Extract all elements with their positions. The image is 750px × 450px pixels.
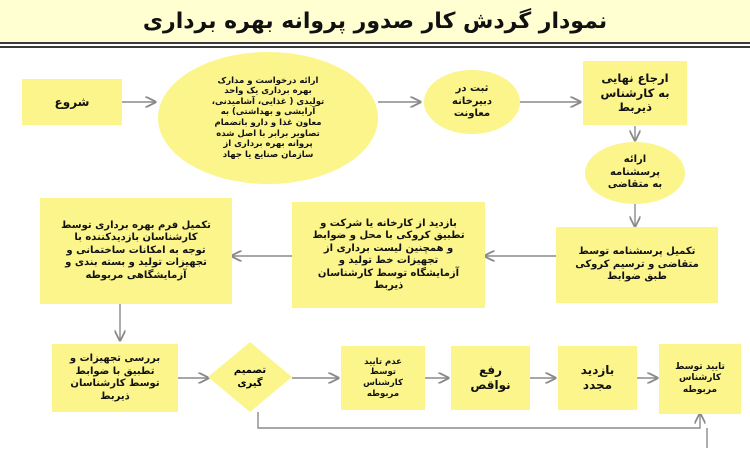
- node-fix-defects: [451, 346, 530, 410]
- node-submit-docs-label: ارائه درخواست و مدارک بهره برداری یک واحد تولیدی ( غذایی، آشامیدنی، آرایشی و بهداشتی) به معاون غذا و دارو باتضمام تصاویر برابر با اصل شده پروانه بهره برداری از سازمان صنایع یا جهاد: [211, 75, 325, 160]
- node-final-refer-label: ارجاع نهایی به کارشناس ذیربط: [600, 71, 670, 115]
- node-complete-form: [40, 198, 232, 304]
- node-give-questionnaire-label: ارائه پرسشنامه به متقاضی: [607, 154, 663, 191]
- node-submit-docs: [158, 52, 378, 184]
- node-revisit-label: بازدید مجدد: [580, 363, 615, 392]
- node-give-questionnaire: [585, 142, 685, 204]
- node-final-refer: [583, 61, 687, 125]
- node-register-label: ثبت در دبیرخانه معاونت: [452, 83, 492, 120]
- diagram-title: نمودار گردش کار صدور پروانه بهره برداری: [142, 8, 608, 34]
- node-complete-questionnaire: [556, 227, 718, 303]
- node-decision: [208, 342, 292, 412]
- node-complete-questionnaire-label: تکمیل پرسشنامه توسط متقاضی و ترسیم کروکی طبق ضوابط: [575, 246, 699, 283]
- node-revisit: [558, 346, 637, 410]
- node-factory-visit-label: بازدید از کارخانه یا شرکت و تطبیق کروکی با محل و ضوابط و همچنین لیست برداری از تجهیزات خط تولید و آزمایشگاه توسط کارشناسان ذیربط: [312, 217, 465, 291]
- node-approved: [659, 344, 741, 414]
- node-register: [424, 70, 520, 134]
- node-review-equipment: [52, 344, 178, 412]
- node-approved-label: تایید توسط کارشناس مربوطه: [675, 362, 725, 395]
- node-complete-form-label: تکمیل فرم بهره برداری توسط کارشناسان بازدیدکننده با توجه به امکانات ساختمانی و تجهیزات تولید و بسته بندی و آزمایشگاهی مربوطه: [61, 219, 211, 281]
- node-fix-defects-label: رفع نواقص: [470, 363, 511, 392]
- node-not-approved-label: عدم تایید توسط کارشناس مربوطه: [363, 356, 403, 399]
- node-review-equipment-label: بررسی تجهیزات و تطبیق با ضوابط توسط کارشناسان ذیربط: [69, 353, 161, 402]
- node-not-approved: [341, 346, 425, 410]
- node-start-label: شروع: [54, 94, 90, 109]
- node-start: [22, 79, 122, 125]
- node-decision-label: تصمیم گیری: [233, 365, 267, 389]
- node-factory-visit: [292, 202, 485, 308]
- arrow-decision-to-approved: [258, 412, 700, 428]
